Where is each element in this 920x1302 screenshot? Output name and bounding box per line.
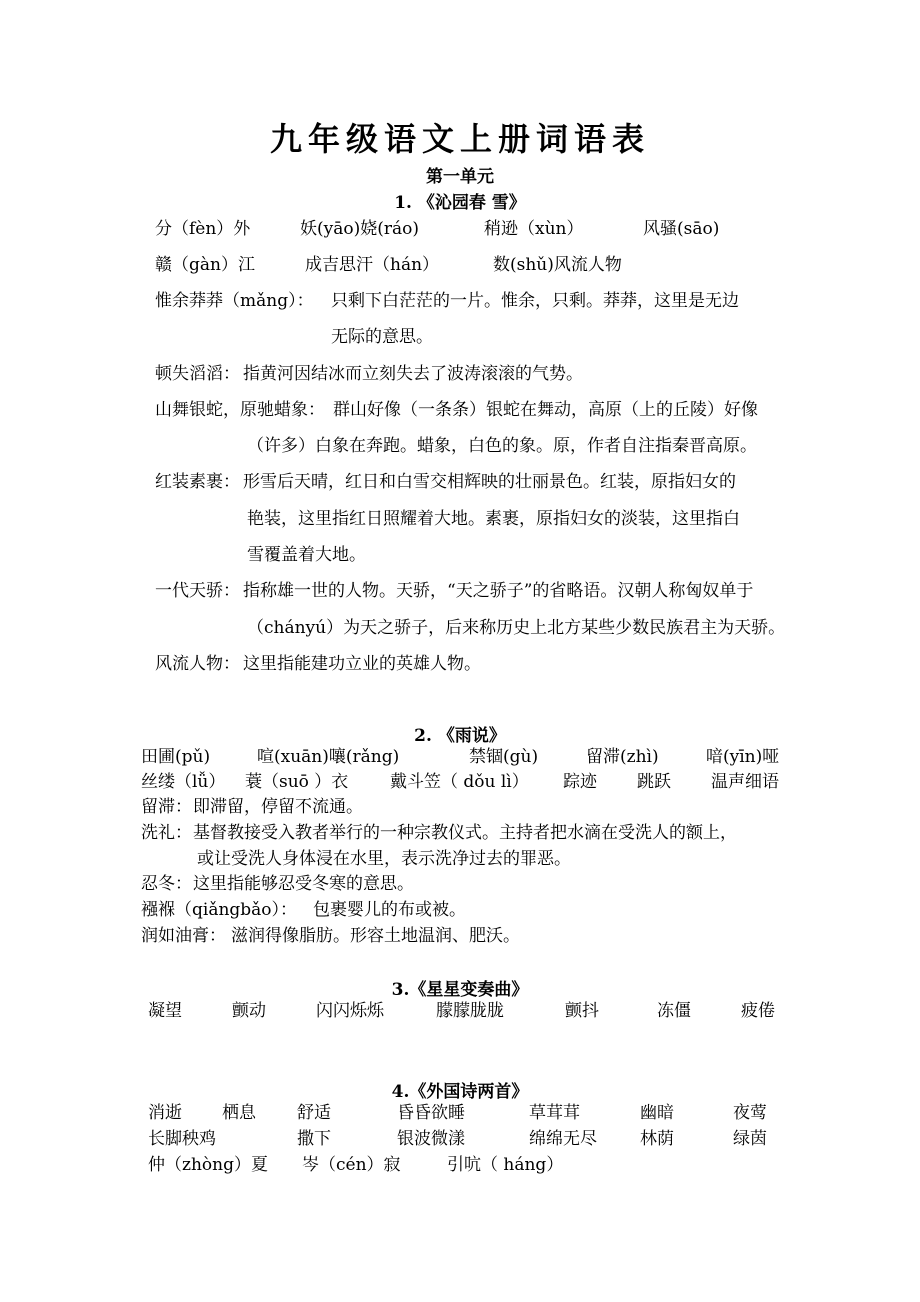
definition-term: 润如油膏：: [141, 926, 226, 946]
definition-text: 这里指能够忍受冬寒的意思。: [193, 874, 414, 894]
word-item: 绿茵: [733, 1129, 767, 1149]
word-item: 舒适: [297, 1103, 331, 1123]
definition-text: 这里指能建功立业的英雄人物。: [243, 654, 481, 674]
word-item: 数(shǔ)风流人物: [493, 255, 622, 275]
definition-text: 无际的意思。: [331, 327, 433, 347]
word-item: 戴斗笠（ dǒu lì）: [390, 772, 529, 792]
definition-term: 顿失滔滔：: [155, 364, 240, 384]
word-item: 长脚秧鸡: [148, 1129, 216, 1149]
definition-term: 忍冬：: [141, 874, 192, 894]
word-item: 消逝: [148, 1103, 182, 1123]
word-item: 银波微漾: [397, 1129, 465, 1149]
definition-term: 留滞：: [141, 797, 192, 817]
word-item: 成吉思汗（hán）: [305, 255, 440, 275]
definition-term: 惟余莽莽（mǎng）：: [155, 291, 314, 311]
word-item: 喧(xuān)嚷(rǎng): [257, 747, 400, 767]
definition-term: 风流人物：: [155, 654, 240, 674]
word-item: 赣（gàn）江: [155, 255, 255, 275]
word-item: 岑（cén）寂: [302, 1155, 401, 1175]
definition-text: 基督教接受入教者举行的一种宗教仪式。主持者把水滴在受洗人的额上，: [193, 823, 737, 843]
word-item: 撒下: [297, 1129, 331, 1149]
section-2-heading: 2. 《雨说》: [414, 726, 506, 746]
word-item: 颤动: [232, 1001, 266, 1021]
word-item: 引吭（ háng）: [447, 1155, 564, 1175]
word-item: 妖(yāo)娆(ráo): [300, 219, 419, 239]
word-item: 幽暗: [640, 1103, 674, 1123]
definition-text: 指黄河因结冰而立刻失去了波涛滚滚的气势。: [243, 364, 583, 384]
word-item: 昏昏欲睡: [397, 1103, 465, 1123]
section-3-heading: 3.《星星变奏曲》: [391, 980, 529, 1000]
word-item: 凝望: [148, 1001, 182, 1021]
word-item: 绵绵无尽: [529, 1129, 597, 1149]
word-item: 分（fèn）外: [155, 219, 251, 239]
word-item: 林荫: [640, 1129, 674, 1149]
word-item: 草茸茸: [529, 1103, 580, 1123]
definition-term: 红装素裹：: [155, 472, 240, 492]
definition-text: 群山好像（一条条）银蛇在舞动，高原（上的丘陵）好像: [333, 400, 758, 420]
word-item: 夜莺: [733, 1103, 767, 1123]
definition-text: 形雪后天晴，红日和白雪交相辉映的壮丽景色。红装，原指妇女的: [243, 472, 736, 492]
word-item: 稍逊（xùn）: [484, 219, 584, 239]
word-item: 栖息: [222, 1103, 256, 1123]
definition-text: （chányú）为天之骄子，后来称历史上北方某些少数民族君主为天骄。: [247, 618, 786, 638]
word-item: 留滞(zhì): [586, 747, 659, 767]
word-item: 颤抖: [565, 1001, 599, 1021]
definition-term: 一代天骄：: [155, 581, 240, 601]
definition-text: 或让受洗人身体浸在水里，表示洗净过去的罪恶。: [197, 849, 571, 869]
word-item: 田圃(pǔ): [141, 747, 211, 767]
section-4-heading: 4.《外国诗两首》: [391, 1082, 529, 1102]
word-item: 疲倦: [741, 1001, 775, 1021]
definition-text: 包裹婴儿的布或被。: [313, 900, 466, 920]
definition-text: 只剩下白茫茫的一片。惟余，只剩。莽莽，这里是无边: [331, 291, 739, 311]
word-item: 蓑（suō ）衣: [245, 772, 349, 792]
definition-text: 滋润得像脂肪。形容土地温润、肥沃。: [231, 926, 520, 946]
page-title: 九年级语文上册词语表: [269, 120, 650, 158]
word-item: 丝缕（lǚ）: [141, 772, 226, 792]
word-item: 风骚(sāo): [643, 219, 720, 239]
definition-text: 雪覆盖着大地。: [247, 545, 366, 565]
definition-term: 山舞银蛇，原驰蜡象：: [155, 400, 325, 420]
word-item: 禁锢(gù): [469, 747, 539, 767]
definition-text: 指称雄一世的人物。天骄，“天之骄子”的省略语。汉朝人称匈奴单于: [243, 581, 754, 601]
word-item: 温声细语: [711, 772, 779, 792]
section-1-heading: 1. 《沁园春 雪》: [394, 193, 526, 213]
definition-term: 洗礼：: [141, 823, 192, 843]
word-item: 朦朦胧胧: [436, 1001, 504, 1021]
word-item: 仲（zhòng）夏: [148, 1155, 268, 1175]
definition-text: 艳装，这里指红日照耀着大地。素裹，原指妇女的淡装，这里指白: [247, 509, 740, 529]
definition-term: 襁褓（qiǎngbǎo）：: [141, 900, 298, 920]
word-item: 跳跃: [637, 772, 671, 792]
definition-text: 即滞留，停留不流通。: [193, 797, 363, 817]
word-item: 闪闪烁烁: [316, 1001, 384, 1021]
word-item: 喑(yīn)哑: [706, 747, 780, 767]
word-item: 冻僵: [657, 1001, 691, 1021]
definition-text: （许多）白象在奔跑。蜡象，白色的象。原，作者自注指秦晋高原。: [247, 436, 757, 456]
unit-heading: 第一单元: [426, 167, 494, 187]
word-item: 踪迹: [563, 772, 597, 792]
